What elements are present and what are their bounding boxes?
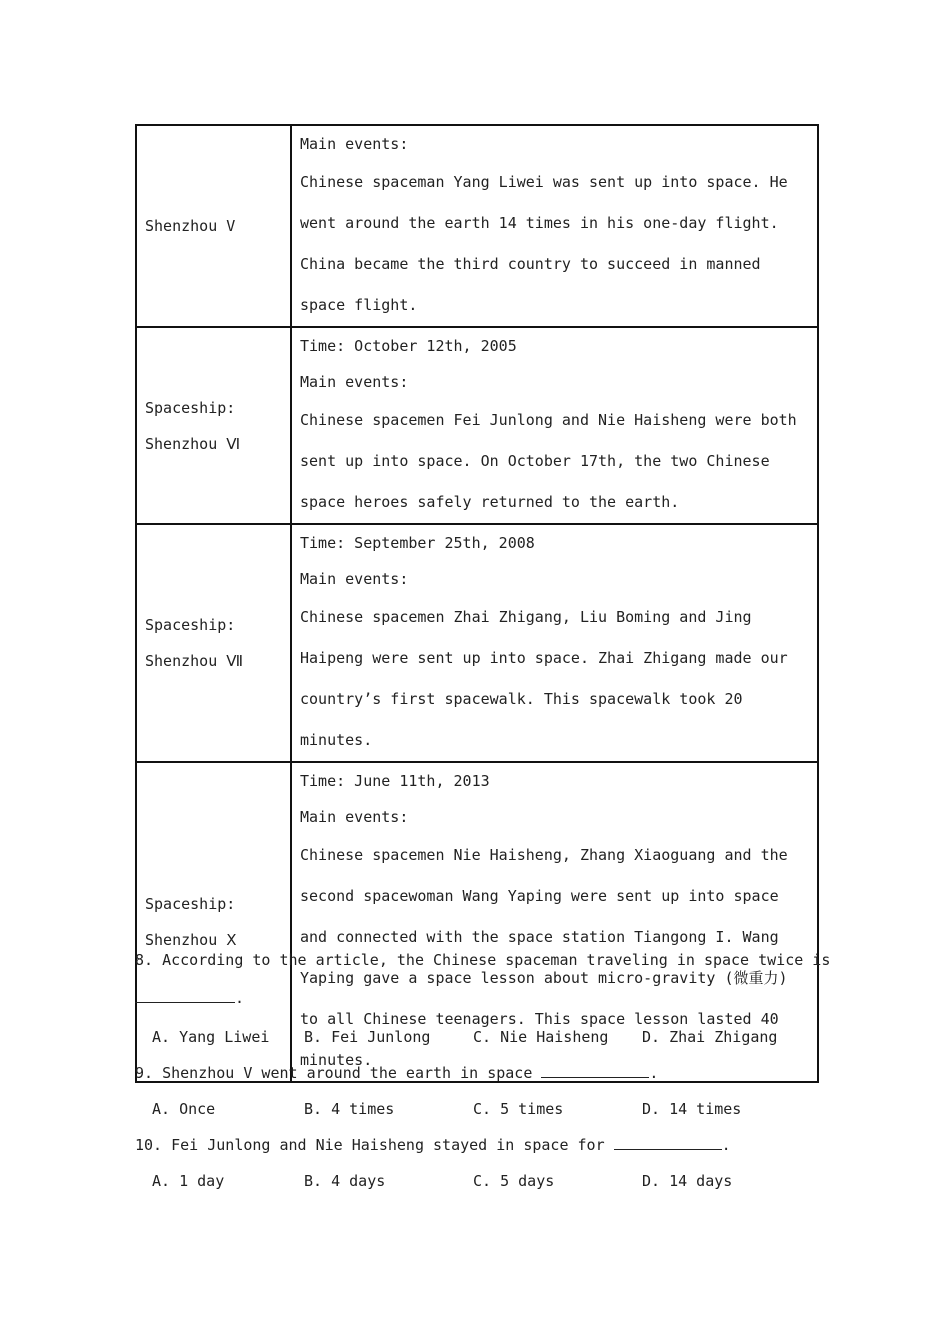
option-b[interactable]: B. Fei Junlong bbox=[304, 1028, 431, 1046]
answer-blank[interactable] bbox=[135, 988, 235, 1003]
main-events-label: Main events: bbox=[300, 808, 409, 826]
question-text: 9. Shenzhou V went around the earth in space bbox=[135, 1064, 533, 1082]
table-row bbox=[136, 524, 818, 762]
spaceship-label: Spaceship: bbox=[145, 895, 236, 913]
option-b[interactable]: B. 4 times bbox=[304, 1100, 395, 1118]
question-end: . bbox=[721, 1136, 731, 1154]
questions-section bbox=[135, 942, 831, 1199]
option-a[interactable]: A. 1 day bbox=[152, 1172, 225, 1190]
option-c[interactable]: C. Nie Haisheng bbox=[473, 1028, 609, 1046]
spaceship-label: Spaceship: bbox=[145, 398, 236, 417]
event-time: Time: October 12th, 2005 bbox=[300, 337, 517, 355]
option-a[interactable]: A. Once bbox=[152, 1100, 216, 1118]
option-d[interactable]: D. 14 days bbox=[642, 1172, 733, 1190]
event-description: Chinese spacemen Nie Haisheng, Zhang Xiaoguang and the second spacewoman Wang Yaping were sent up into space and connected with the space station Tiangong I. Wang Yaping gave a space lesson about micro-gravity (微重力) to all Chinese teenagers. This space lesson lasted 40 minutes. bbox=[300, 846, 788, 1069]
spaceship-name: Shenzhou V bbox=[145, 217, 236, 235]
option-d[interactable]: D. 14 times bbox=[642, 1100, 742, 1118]
event-time: Time: September 25th, 2008 bbox=[300, 534, 535, 552]
option-d[interactable]: D. Zhai Zhigang bbox=[642, 1028, 778, 1046]
main-events-label: Main events: bbox=[300, 135, 409, 153]
question-end: . bbox=[649, 1064, 659, 1082]
question-text: 10. Fei Junlong and Nie Haisheng stayed in space for bbox=[135, 1136, 605, 1154]
spaceship-name: Shenzhou Ⅵ bbox=[145, 434, 241, 453]
option-c[interactable]: C. 5 days bbox=[473, 1172, 555, 1190]
question-8 bbox=[135, 942, 831, 978]
table-row bbox=[136, 327, 818, 524]
spaceship-label: Spaceship: bbox=[145, 616, 236, 634]
answer-blank[interactable] bbox=[614, 1135, 722, 1150]
spaceship-events-table bbox=[135, 124, 819, 1083]
question-8-options bbox=[135, 1019, 825, 1055]
event-detail-cell bbox=[291, 327, 818, 524]
answer-blank[interactable] bbox=[541, 1063, 649, 1078]
event-detail-cell bbox=[291, 125, 818, 327]
event-description: Chinese spaceman Yang Liwei was sent up into space. He went around the earth 14 times in his one-day flight. China became the third country to succeed in manned space flight. bbox=[300, 173, 788, 314]
event-detail-cell bbox=[291, 524, 818, 762]
spaceship-name: Shenzhou Ⅶ bbox=[145, 652, 244, 670]
spaceship-name-cell bbox=[136, 524, 291, 762]
spaceship-name-cell bbox=[136, 125, 291, 327]
question-9 bbox=[135, 1055, 825, 1091]
option-b[interactable]: B. 4 days bbox=[304, 1172, 386, 1190]
option-c[interactable]: C. 5 times bbox=[473, 1100, 564, 1118]
question-10 bbox=[135, 1127, 825, 1163]
table-row bbox=[136, 125, 818, 327]
spaceship-name-cell bbox=[136, 327, 291, 524]
question-10-options bbox=[135, 1163, 825, 1199]
main-events-label: Main events: bbox=[300, 570, 409, 588]
spaceship-name: Shenzhou Ⅹ bbox=[145, 931, 237, 949]
event-description: Chinese spacemen Zhai Zhigang, Liu Boming and Jing Haipeng were sent up into space. Zhai Zhigang made our country’s first spacewalk. This spacewalk took 20 minutes. bbox=[300, 608, 788, 749]
question-8-blank-line bbox=[135, 978, 825, 1019]
event-description: Chinese spacemen Fei Junlong and Nie Haisheng were both sent up into space. On October 17th, the two Chinese space heroes safely returned to the earth. bbox=[300, 411, 797, 511]
option-a[interactable]: A. Yang Liwei bbox=[152, 1028, 270, 1046]
main-events-label: Main events: bbox=[300, 373, 409, 391]
question-text: 8. According to the article, the Chinese spaceman traveling in space twice is bbox=[135, 951, 831, 969]
question-9-options bbox=[135, 1091, 825, 1127]
question-end: . bbox=[235, 989, 245, 1007]
event-time: Time: June 11th, 2013 bbox=[300, 772, 490, 790]
